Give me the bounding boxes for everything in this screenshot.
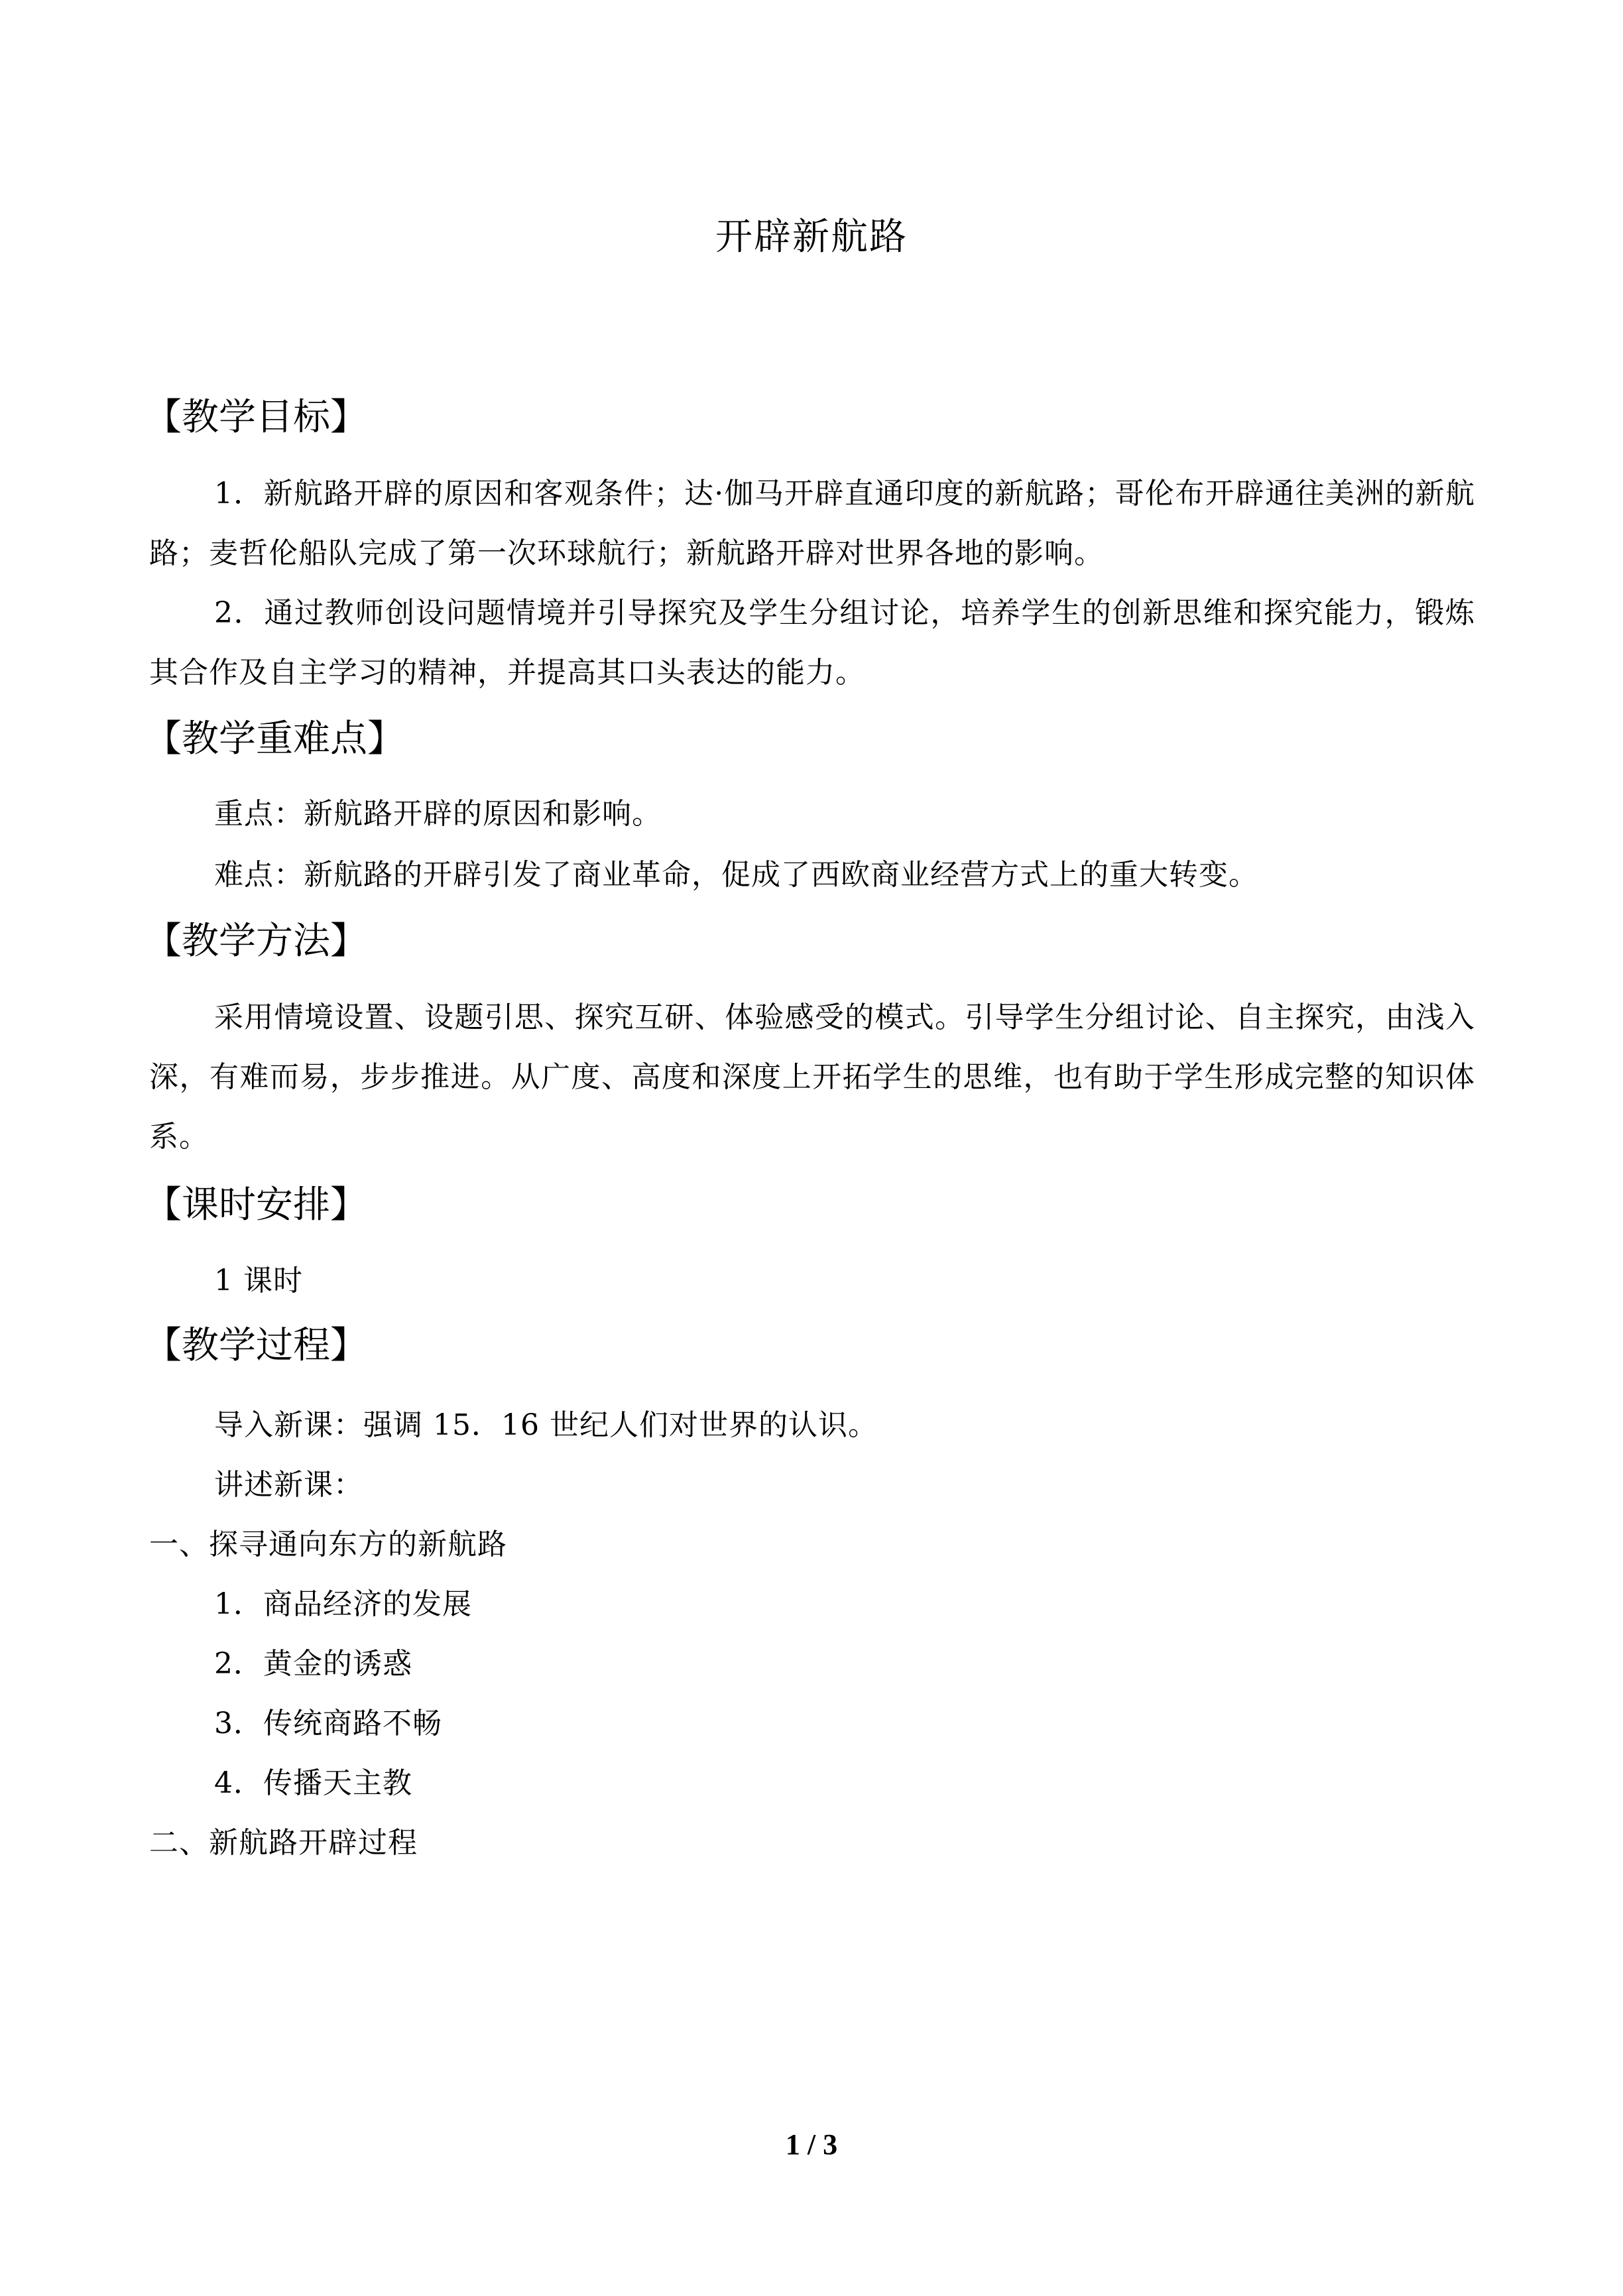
heading-key-points: 【教学重难点】 — [145, 717, 404, 760]
page-number: 1 / 3 — [785, 2128, 838, 2161]
objective-item-1: 1．新航路开辟的原因和客观条件；达·伽马开辟直通印度的新航路；哥伦布开辟通往美洲的新航路；麦哲伦船队完成了第一次环球航行；新航路开辟对世界各地的影响。 — [149, 477, 1475, 570]
process-part1-item-1: 1．商品经济的发展 — [214, 1587, 472, 1621]
process-intro: 导入新课：强调 15．16 世纪人们对世界的认识。 — [214, 1408, 878, 1442]
heading-teaching-methods: 【教学方法】 — [145, 920, 367, 963]
key-point-focus: 重点：新航路开辟的原因和影响。 — [214, 797, 662, 831]
heading-teaching-process: 【教学过程】 — [145, 1324, 367, 1367]
process-lecture: 讲述新课： — [214, 1468, 363, 1502]
key-point-difficulty: 难点：新航路的开辟引发了商业革命，促成了西欧商业经营方式上的重大转变。 — [214, 858, 1258, 892]
document-title: 开辟新航路 — [715, 215, 908, 259]
process-part1-item-2: 2．黄金的诱惑 — [214, 1647, 412, 1681]
teaching-methods-text: 采用情境设置、设题引思、探究互研、体验感受的模式。引导学生分组讨论、自主探究，由浅入深，有难而易，步步推进。从广度、高度和深度上开拓学生的思维，也有助于学生形成完整的知识体系。 — [149, 1000, 1475, 1154]
process-part2-title: 二、新航路开辟过程 — [149, 1826, 418, 1860]
process-part1-title: 一、探寻通向东方的新航路 — [149, 1528, 507, 1561]
class-schedule-text: 1 课时 — [214, 1264, 303, 1298]
objective-item-2: 2．通过教师创设问题情境并引导探究及学生分组讨论，培养学生的创新思维和探究能力，锻炼其合作及自主学习的精神，并提高其口头表达的能力。 — [149, 596, 1475, 690]
process-part1-item-3: 3．传统商路不畅 — [214, 1707, 442, 1740]
heading-teaching-objectives: 【教学目标】 — [145, 396, 367, 439]
heading-class-schedule: 【课时安排】 — [145, 1183, 367, 1227]
process-part1-item-4: 4．传播天主教 — [214, 1766, 412, 1800]
